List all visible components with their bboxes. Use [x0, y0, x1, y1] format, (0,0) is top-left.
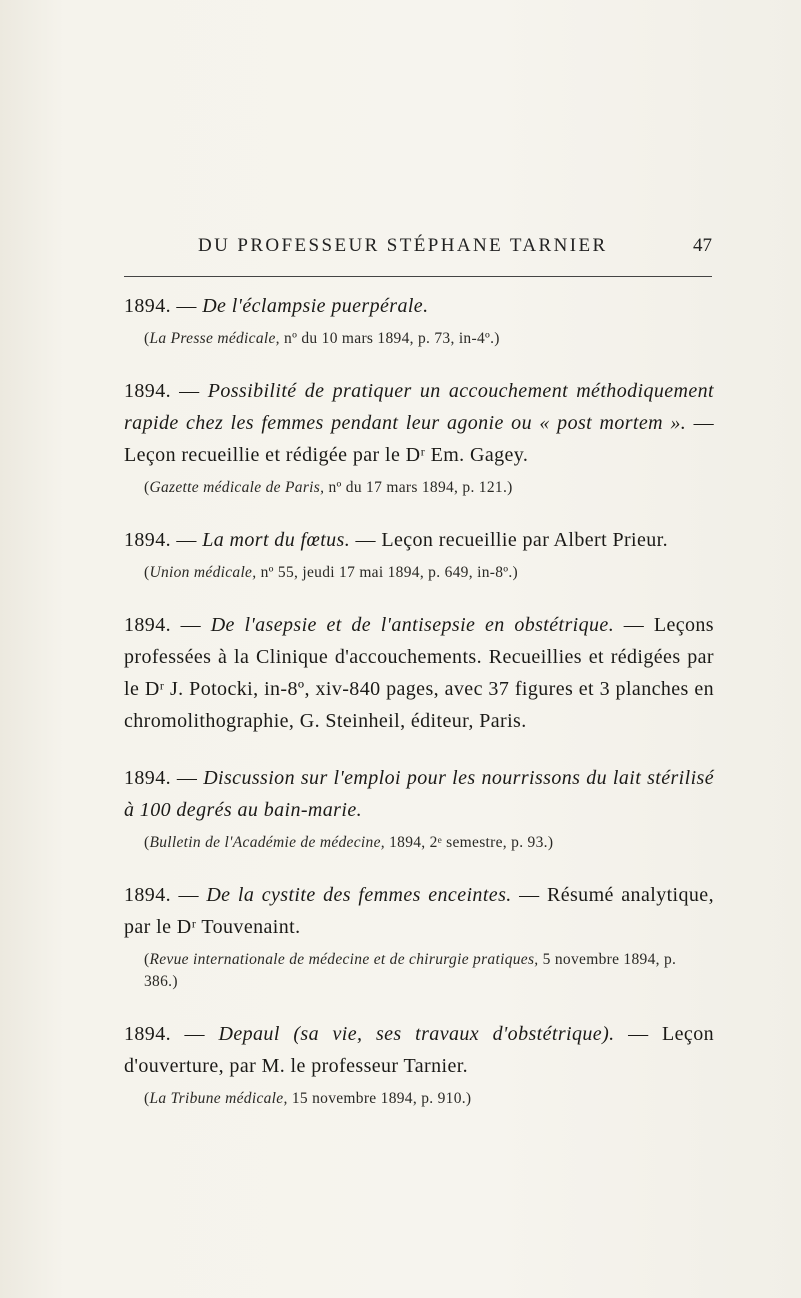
- entry-source: (La Presse médicale, nº du 10 mars 1894, p. 73, in-4º.): [144, 330, 500, 347]
- entry-title: La mort du fœtus.: [202, 529, 351, 551]
- entry-source: (Union médicale, nº 55, jeudi 17 mai 1894, p. 649, in-8º.): [144, 564, 518, 581]
- source-journal: Revue internationale de médecine et de chirurgie pratiques,: [149, 951, 539, 968]
- entry-text: [124, 879, 714, 943]
- source-journal: La Tribune médicale,: [149, 1090, 288, 1107]
- entry-text: [124, 290, 714, 322]
- entry-dash: —: [171, 380, 208, 402]
- entry-dash: —: [171, 614, 211, 636]
- source-journal: La Presse médicale,: [149, 330, 280, 347]
- running-head: [124, 235, 712, 263]
- entry-title: Possibilité de pratiquer un accouchement méthodiquement rapide chez les femmes pendant leur agonie ou « post mortem ».: [124, 380, 715, 434]
- entry-year: 1894.: [124, 1023, 171, 1045]
- entry-source: (La Tribune médicale, 15 novembre 1894, p. 910.): [144, 1090, 472, 1107]
- source-journal: Gazette médicale de Paris,: [149, 479, 325, 496]
- source-journal: Union médicale,: [149, 564, 257, 581]
- entry-text: [124, 524, 714, 556]
- entry-dash: —: [171, 767, 204, 789]
- source-details: 15 novembre 1894, p. 910.): [287, 1090, 472, 1107]
- entry-year: 1894.: [124, 380, 171, 402]
- entry-text: [124, 762, 714, 826]
- entry-dash: —: [171, 884, 207, 906]
- bibliography-entry: [124, 762, 714, 854]
- source-journal: Bulletin de l'Académie de médecine,: [149, 834, 385, 851]
- entry-title: De la cystite des femmes enceintes.: [206, 884, 512, 906]
- entry-year: 1894.: [124, 529, 171, 551]
- entry-text: [124, 375, 714, 471]
- source-details: nº du 17 mars 1894, p. 121.): [324, 479, 513, 496]
- entry-year: 1894.: [124, 295, 171, 317]
- entry-text: [124, 609, 714, 737]
- source-details: 5 novembre 1894, p. 386.): [144, 951, 677, 990]
- entry-title: Depaul (sa vie, ses travaux d'obstétrique).: [218, 1023, 615, 1045]
- bibliography-entry: [124, 375, 714, 499]
- entry-rest: — Leçon d'ouverture, par M. le professeur Tarnier.: [124, 1023, 715, 1077]
- entry-title: Discussion sur l'emploi pour les nourrissons du lait stérilisé à 100 degrés au bain-marie.: [124, 767, 715, 821]
- source-details: nº du 10 mars 1894, p. 73, in-4º.): [279, 330, 500, 347]
- entry-title: De l'asepsie et de l'antisepsie en obstétrique.: [210, 614, 615, 636]
- entry-source: (Revue internationale de médecine et de chirurgie pratiques, 5 novembre 1894, p. 386.): [144, 951, 677, 990]
- header-rule: [124, 276, 712, 277]
- source-details: nº 55, jeudi 17 mai 1894, p. 649, in-8º.): [256, 564, 518, 581]
- entry-year: 1894.: [124, 884, 171, 906]
- entry-source: (Gazette médicale de Paris, nº du 17 mars 1894, p. 121.): [144, 479, 513, 496]
- page-number: 47: [693, 235, 712, 256]
- source-details: 1894, 2ᵉ semestre, p. 93.): [384, 834, 554, 851]
- bibliography-entry: [124, 290, 714, 350]
- entry-source: (Bulletin de l'Académie de médecine, 1894, 2ᵉ semestre, p. 93.): [144, 834, 554, 851]
- entry-dash: —: [171, 529, 203, 551]
- entry-rest: — Leçon recueillie par Albert Prieur.: [350, 529, 669, 551]
- bibliography-entry: [124, 609, 714, 737]
- bibliography-entry: [124, 1018, 714, 1110]
- bibliography-entry: [124, 879, 714, 993]
- entry-text: [124, 1018, 714, 1082]
- entry-dash: —: [171, 1023, 219, 1045]
- running-head-title: DU PROFESSEUR STÉPHANE TARNIER: [198, 235, 608, 256]
- entry-year: 1894.: [124, 614, 171, 636]
- entry-rest: — Leçon recueillie et rédigée par le Dʳ Em. Gagey.: [124, 412, 714, 466]
- entry-rest: — Leçons professées à la Clinique d'accouchements. Recueillies et rédigées par le Dʳ J. Potocki, in-8º, xiv-840 pages, avec 37 figures et 3 planches en chromolithographie, G. Steinheil, éditeur, Paris.: [124, 614, 714, 732]
- entry-rest: — Résumé analytique, par le Dʳ Touvenaint.: [124, 884, 714, 938]
- entry-year: 1894.: [124, 767, 171, 789]
- bibliography-list: [124, 290, 714, 1135]
- entry-title: De l'éclampsie puerpérale.: [202, 295, 429, 317]
- bibliography-entry: [124, 524, 714, 584]
- entry-dash: —: [171, 295, 203, 317]
